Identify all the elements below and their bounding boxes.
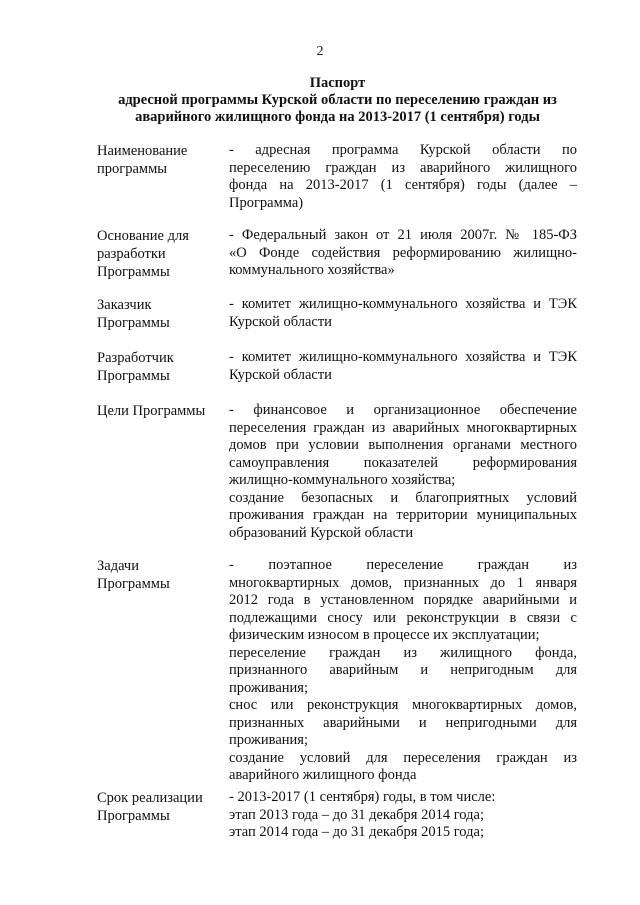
content-line: проживания; bbox=[229, 679, 308, 696]
content-line: «О Фонде содействия реформированию жилищно- bbox=[229, 244, 577, 261]
content-line: этап 2014 года – до 31 декабря 2015 года; bbox=[229, 824, 484, 840]
row-label: Заказчик Программы bbox=[97, 297, 170, 331]
row-label: Цели Программы bbox=[97, 403, 206, 419]
content-line: самоуправления показателей реформирования bbox=[229, 454, 577, 471]
title-line-3: аварийного жилищного фонда на 2013-2017 (1 сентября) годы bbox=[135, 109, 540, 125]
content-line: Программа) bbox=[229, 194, 304, 211]
title-line-2: адресной программы Курской области по переселению граждан из bbox=[118, 92, 557, 108]
document-title bbox=[95, 75, 580, 126]
content-line: аварийного жилищного фонда bbox=[229, 767, 417, 783]
row-label: Наименование программы bbox=[97, 143, 188, 177]
content-line: - адресная программа Курской области по bbox=[229, 142, 577, 158]
row-label: Срок реализации Программы bbox=[97, 790, 203, 824]
content-line: - комитет жилищно-коммунального хозяйства и ТЭК bbox=[229, 296, 577, 312]
content-line: - 2013-2017 (1 сентября) годы, в том числе: bbox=[229, 789, 496, 805]
content-line: проживания граждан на территории муниципальных bbox=[229, 507, 577, 523]
title-line-1: Паспорт bbox=[309, 75, 366, 91]
page-number: 2 bbox=[316, 44, 324, 59]
row-label: Разработчик Программы bbox=[97, 350, 174, 384]
content-line: Курской области bbox=[229, 366, 332, 383]
content-line: создание условий для переселения граждан из bbox=[229, 749, 577, 766]
row-content bbox=[229, 349, 577, 384]
content-line: подлежащими сносу или реконструкции в связи с bbox=[229, 609, 577, 626]
content-line: признанного аварийным и непригодным для bbox=[229, 662, 577, 678]
row-label: Задачи Программы bbox=[97, 558, 170, 592]
row-content bbox=[229, 296, 577, 331]
content-line: 2012 года в установленном порядке аварийными и bbox=[229, 592, 577, 608]
content-line: многоквартирных домов, признанных до 1 января bbox=[229, 574, 577, 591]
row-content bbox=[229, 557, 577, 785]
content-line: этап 2013 года – до 31 декабря 2014 года; bbox=[229, 806, 484, 823]
row-content bbox=[229, 142, 577, 212]
content-line: физическим износом в процессе их эксплуатации; bbox=[229, 627, 540, 643]
content-line: переселения граждан из аварийных многоквартирных bbox=[229, 419, 577, 436]
content-line: создание безопасных и благоприятных условий bbox=[229, 489, 577, 506]
content-line: - поэтапное переселение граждан из bbox=[229, 557, 577, 573]
content-line: переселение граждан из жилищного фонда, bbox=[229, 644, 577, 661]
content-line: жилищно-коммунального хозяйства; bbox=[229, 472, 456, 488]
content-line: признанных аварийными и непригодными для bbox=[229, 714, 577, 731]
content-line: домов при условии выполнения органами местного bbox=[229, 437, 577, 453]
content-line: переселению граждан из аварийного жилищного bbox=[229, 159, 577, 176]
row-content bbox=[229, 789, 577, 842]
row-content bbox=[229, 402, 577, 542]
row-label: Основание для разработки Программы bbox=[97, 228, 189, 280]
content-line: Курской области bbox=[229, 313, 332, 330]
content-line: коммунального хозяйства» bbox=[229, 262, 395, 278]
content-line: - комитет жилищно-коммунального хозяйства и ТЭК bbox=[229, 349, 577, 365]
content-line: проживания; bbox=[229, 732, 308, 748]
content-line: - финансовое и организационное обеспечение bbox=[229, 402, 577, 418]
content-line: образований Курской области bbox=[229, 524, 414, 541]
row-content bbox=[229, 227, 577, 280]
content-line: фонда на 2013-2017 (1 сентября) годы (далее – bbox=[229, 177, 577, 193]
content-line: снос или реконструкция многоквартирных домов, bbox=[229, 697, 577, 713]
content-line: - Федеральный закон от 21 июля 2007г. № 185-ФЗ bbox=[229, 227, 577, 243]
